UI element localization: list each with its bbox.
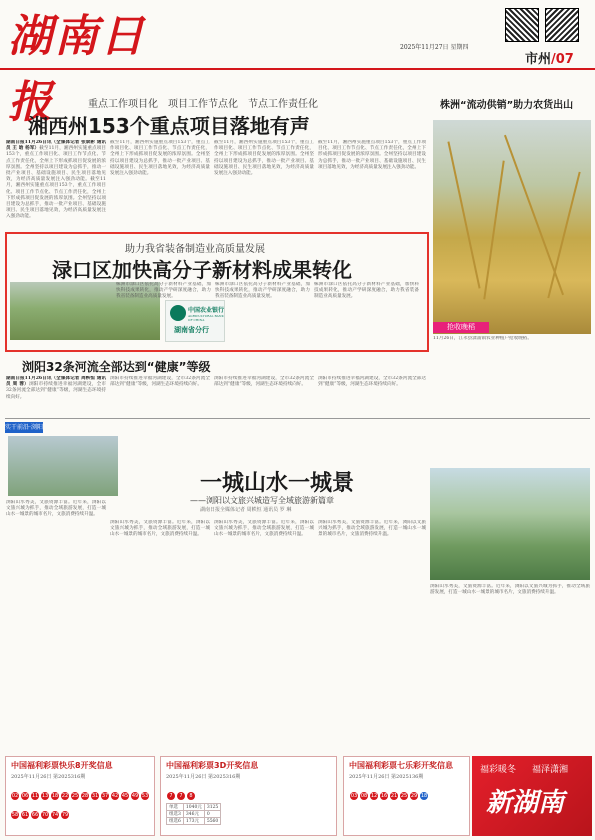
- lottery-ball: 18: [420, 793, 428, 799]
- section-label: 市州/07: [525, 52, 574, 67]
- qlc-date: 2025年11月26日 第2025136期: [349, 774, 424, 780]
- lottery-ball: 06: [21, 793, 29, 799]
- feature2-col2: 浏阳山水秀美，文旅资源丰富。近年来，浏阳以文旅兴城为抓手，推动全域旅游发展，打造一城山水一城景的城市名片，文旅消费持续升温。: [110, 520, 210, 538]
- photo-tag: 抢收晚稻: [433, 322, 489, 333]
- table-cell: 173元: [183, 818, 204, 825]
- hero-body-col2: 截至11月，湘西州实施重点项目153个，重点工作项目化、项目工作节点化、节点工作责任化，全州上下形成抓项目促发展的浓厚氛围。全州坚持以项目建设为总抓手，推动一批产业项目、基础设施项目、民生项目落地见效，为经济高质量发展注入强劲动能。: [110, 140, 210, 177]
- kl8-date: 2025年11月26日 第2025316期: [11, 774, 86, 780]
- hero-body-col4: 截至11月，湘西州实施重点项目153个，重点工作项目化、项目工作节点化、节点工作责任化，全州上下形成抓项目促发展的浓厚氛围。全州坚持以项目建设为总抓手，推动一批产业项目、基础设施项目、民生项目落地见效，为经济高质量发展注入强劲动能。: [318, 140, 426, 170]
- kl8-balls: [6, 780, 154, 822]
- qr-code-icon: [505, 8, 539, 42]
- lottery-ball: 16: [380, 793, 388, 799]
- bank-name: 中国农业银行: [188, 307, 225, 314]
- featured-body-col4: 株洲市渌口区依托高分子新材料产业基础，加快科技成果转化，推动产学研深度融合，助力我省装备制造业高质量发展。: [314, 282, 419, 300]
- table-cell: 1040元: [183, 804, 204, 811]
- feature2-col5: 浏阳山水秀美，文旅资源丰富。近年来，浏阳以文旅兴城为抓手，推动全域旅游发展，打造一城山水一城景的城市名片，文旅消费持续升温。: [430, 584, 590, 596]
- lottery-ball: 18: [51, 793, 59, 799]
- lottery-ball: 11: [31, 793, 39, 799]
- table-row: [167, 818, 221, 825]
- featured-kicker: 助力我省装备制造业高质量发展: [125, 244, 265, 255]
- table-cell: 5560: [204, 818, 220, 825]
- mountain-photo: [430, 468, 590, 580]
- featured-body-col2: 株洲市渌口区依托高分子新材料产业基础，加快科技成果转化，推动产学研深度融合，助力我省装备制造业高质量发展。: [116, 282, 211, 300]
- hero-body-col3: 截至11月，湘西州实施重点项目153个，重点工作项目化、项目工作节点化、节点工作责任化，全州上下形成抓项目促发展的浓厚氛围。全州坚持以项目建设为总抓手，推动一批产业项目、基础设施项目、民生项目落地见效，为经济高质量发展注入强劲动能。: [214, 140, 314, 177]
- liuyang-body-col2: 浏阳市持续推进幸福河湖建设，全市32条河流全部达到“健康”等级，河湖生态环境持续向好。: [110, 376, 210, 388]
- lottery-ball: 7: [167, 792, 175, 800]
- featured-title[interactable]: 渌口区加快高分子新材料成果转化: [52, 258, 352, 282]
- lottery-ball: 29: [410, 793, 418, 799]
- 3d-prize-table: [166, 803, 221, 825]
- lottery-ball: 45: [121, 793, 129, 799]
- lottery-ball: 08: [360, 793, 368, 799]
- lottery-ball: 58: [11, 812, 19, 818]
- abc-bank-logo: [165, 300, 225, 342]
- lottery-ball: 25: [400, 793, 408, 799]
- lottery-ball: 03: [350, 793, 358, 799]
- feature2-col4: 浏阳山水秀美，文旅资源丰富。近年来，浏阳以文旅兴城为抓手，推动全域旅游发展，打造一城山水一城景的城市名片，文旅消费持续升温。: [318, 520, 426, 538]
- ad-text-1: 福彩暖冬: [480, 765, 517, 775]
- featured-body-col3: 株洲市渌口区依托高分子新材料产业基础，加快科技成果转化，推动产学研深度融合，助力我省装备制造业高质量发展。: [215, 282, 310, 300]
- qlc-balls: [344, 780, 469, 803]
- bank-en: AGRICULTURAL BANK OF CHINA: [188, 314, 224, 322]
- hero-byline: 湖南日报11月26日讯（全媒体记者 张斌彬 通讯员 王 晗 杨军）截至11月，湘西州实施重点项目153个，重点工作项目化、项目工作节点化、节点工作责任化，全州上下形成抓项目促发展的浓厚氛围。全州坚持以项目建设为总抓手，推动一批产业项目、基础设施项目、民生项目落地见效，为经济高质量发展注入强劲动能。截至11月，湘西州实施重点项目153个，重点工作项目化、项目工作节点化、节点工作责任化，全州上下形成抓项目促发展的浓厚氛围。全州坚持以项目建设为总抓手，推动一批产业项目、基础设施项目、民生项目落地见效，为经济高质量发展注入强劲动能。: [6, 140, 106, 220]
- feature2-byline: 湖南日报全媒体记者 周帙恒 通讯员 罗 琳: [200, 507, 292, 513]
- feature2-col1: 浏阳山水秀美，文旅资源丰富。近年来，浏阳以文旅兴城为抓手，推动全域旅游发展，打造一城山水一城景的城市名片，文旅消费持续升温。: [6, 500, 106, 518]
- kl8-title: 中国福利彩票快乐8开奖信息: [11, 761, 113, 770]
- lottery-kl8: [5, 756, 155, 836]
- lottery-ball: 70: [41, 812, 49, 818]
- feature2-subtitle: ——浏阳以文旅兴城造写全域旅游新篇章: [190, 496, 334, 505]
- lottery-ball: 31: [91, 793, 99, 799]
- city-photo: [8, 436, 118, 496]
- qlc-title: 中国福利彩票七乐彩开奖信息: [349, 761, 453, 770]
- lottery-ball: 74: [51, 812, 59, 818]
- abc-emblem-icon: [170, 305, 186, 321]
- lottery-ball: 22: [61, 793, 69, 799]
- rice-harvest-photo: [433, 120, 591, 334]
- qr-code-icon: [545, 8, 579, 42]
- lottery-ball: 28: [81, 793, 89, 799]
- hero-kicker: 重点工作项目化 项目工作节点化 节点工作责任化: [88, 99, 318, 110]
- masthead-logo: 湖南日报: [8, 11, 146, 128]
- welfare-ad[interactable]: [472, 756, 592, 836]
- divider: [5, 418, 590, 419]
- 3d-date: 2025年11月26日 第2025316期: [166, 774, 241, 780]
- lottery-ball: 37: [101, 793, 109, 799]
- table-cell: 组选6: [167, 818, 184, 825]
- bank-branch: 湖南省分行: [174, 325, 209, 334]
- table-cell: 组选3: [167, 811, 184, 818]
- right-top-title[interactable]: 株洲“流动供销”助力农货出山: [440, 100, 574, 111]
- lottery-ball: 53: [141, 793, 149, 799]
- lottery-ball: 66: [31, 812, 39, 818]
- table-cell: 0: [204, 811, 220, 818]
- lottery-3d: [160, 756, 337, 836]
- lottery-ball: 02: [11, 793, 19, 799]
- table-row: [167, 811, 221, 818]
- lottery-ball: 7: [177, 792, 185, 800]
- hero-title[interactable]: 湘西州153个重点项目落地有声: [28, 114, 310, 138]
- 3d-balls: [161, 780, 336, 803]
- liuyang-body-col4: 浏阳市持续推进幸福河湖建设，全市32条河流全部达到“健康”等级，河湖生态环境持续向好。: [318, 376, 426, 388]
- lottery-ball: 8: [187, 792, 195, 800]
- liuyang-title[interactable]: 浏阳32条河流全部达到“健康”等级: [22, 360, 211, 374]
- lottery-ball: 49: [131, 793, 139, 799]
- table-cell: 346元: [183, 811, 204, 818]
- lottery-ball: 13: [41, 793, 49, 799]
- lottery-ball: 79: [61, 812, 69, 818]
- table-row: [167, 804, 221, 811]
- liuyang-byline: 湖南日报11月26日讯（全媒体记者 周帙恒 通讯员 周 蓉）浏阳市持续推进幸福河湖建设，全市32条河流全部达到“健康”等级，河湖生态环境持续向好。: [6, 376, 106, 400]
- feature2-title[interactable]: 一城山水一城景: [200, 471, 355, 496]
- header-rule: [0, 68, 595, 70]
- lottery-ball: 21: [390, 793, 398, 799]
- liuyang-body-col3: 浏阳市持续推进幸福河湖建设，全市32条河流全部达到“健康”等级，河湖生态环境持续向好。: [214, 376, 314, 388]
- lottery-ball: 12: [370, 793, 378, 799]
- ad-big-text: 新湖南: [486, 788, 565, 818]
- photo-caption: 11月26日，江永县潇浦镇农业种植户抢收晚稻。: [433, 336, 532, 341]
- edition-date: 2025年11月27日 星期四: [400, 44, 469, 51]
- feature2-banner: 实干前沿·浏阳: [5, 424, 43, 431]
- ad-text-2: 福泽潇湘: [532, 765, 569, 775]
- lottery-ball: 61: [21, 812, 29, 818]
- lottery-ball: 25: [71, 793, 79, 799]
- table-cell: 单选: [167, 804, 184, 811]
- lottery-ball: 42: [111, 793, 119, 799]
- feature2-col3: 浏阳山水秀美，文旅资源丰富。近年来，浏阳以文旅兴城为抓手，推动全域旅游发展，打造一城山水一城景的城市名片，文旅消费持续升温。: [214, 520, 314, 538]
- lottery-qlc: [343, 756, 470, 836]
- table-cell: 3125: [204, 804, 220, 811]
- 3d-title: 中国福利彩票3D开奖信息: [166, 761, 259, 770]
